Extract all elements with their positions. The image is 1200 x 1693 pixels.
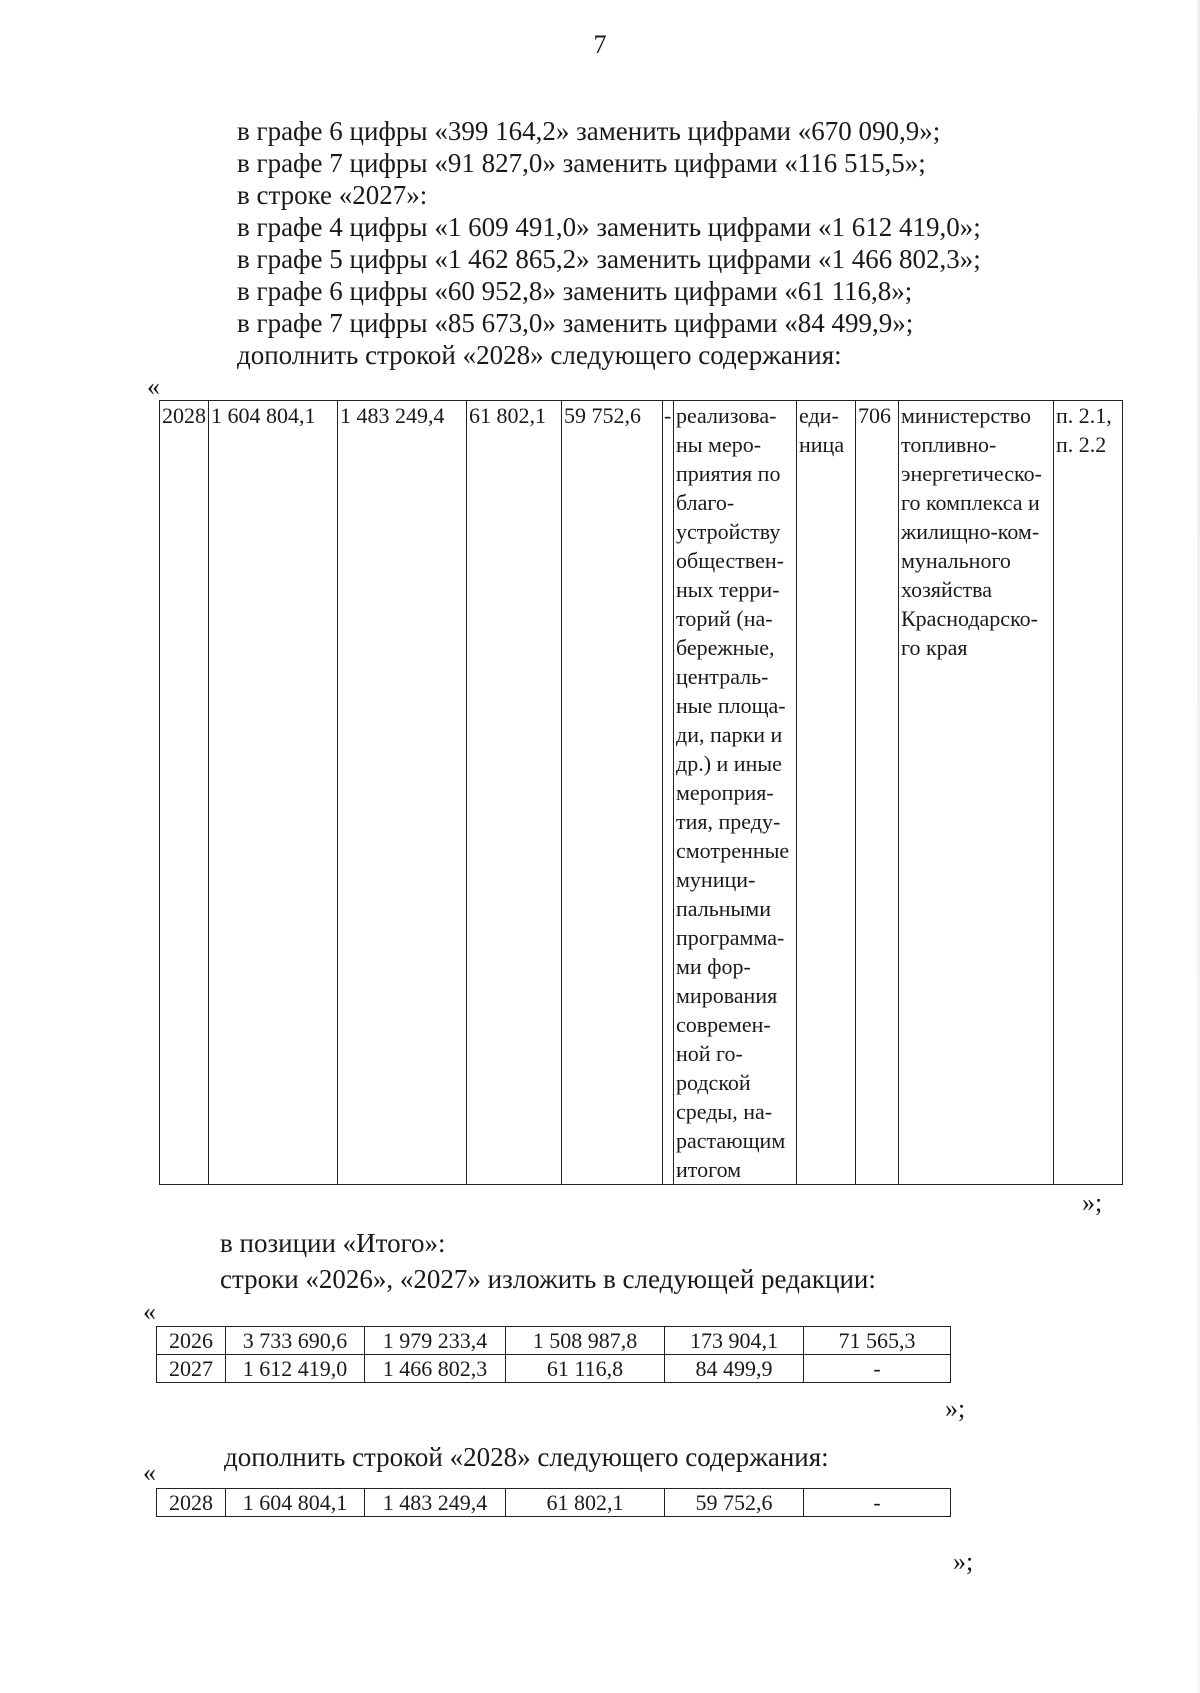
unit-lines [799, 401, 853, 459]
add-paragraph [224, 1441, 829, 1473]
value-cell: 61 802,1 [467, 401, 562, 1185]
cell-line: среды, на- [676, 1099, 773, 1124]
quote-close: »; [953, 1547, 974, 1576]
quote-close: »; [945, 1394, 966, 1423]
dash-cell: - [663, 401, 674, 1185]
cell-line: го комплекса и [901, 490, 1040, 515]
value-cell: 59 752,6 [562, 401, 663, 1185]
cell-line: п. 2.1, [1056, 403, 1112, 428]
table-row [160, 401, 1123, 1185]
intro-line: дополнить строкой «2028» следующего содержания: [237, 340, 842, 370]
cell-line: благо- [676, 490, 735, 515]
table-row [157, 1327, 951, 1355]
itogo-line: строки «2026», «2027» изложить в следующей редакции: [220, 1264, 876, 1294]
cell-line: современ- [676, 1012, 771, 1037]
cell-line: торий (на- [676, 606, 773, 631]
year-cell: 2028 [157, 1489, 226, 1517]
cell-line: го края [901, 635, 968, 660]
value-cell: 173 904,1 [665, 1327, 804, 1355]
value-cell: 61 802,1 [506, 1489, 665, 1517]
code-cell: 706 [856, 401, 899, 1185]
intro-paragraph [237, 115, 981, 371]
cell-line: ной го- [676, 1041, 743, 1066]
value-cell: 1 466 802,3 [365, 1355, 506, 1383]
clause-lines [1056, 401, 1120, 459]
cell-line: ница [799, 432, 845, 457]
value-cell: 1 483 249,4 [338, 401, 467, 1185]
quote-close: »; [1082, 1188, 1103, 1217]
value-cell: - [804, 1489, 951, 1517]
cell-line: ди, парки и [676, 722, 783, 747]
cell-line: смотренные [676, 838, 790, 863]
cell-line: Краснодарско- [901, 606, 1038, 631]
unit-cell [797, 401, 856, 1185]
value-cell: 1 508 987,8 [506, 1327, 665, 1355]
cell-line: реализова- [676, 403, 777, 428]
table-row [157, 1355, 951, 1383]
cell-line: пальными [676, 896, 771, 921]
intro-line: в графе 4 цифры «1 609 491,0» заменить цифрами «1 612 419,0»; [237, 212, 981, 242]
cell-line: жилищно-ком- [901, 519, 1040, 544]
cell-line: хозяйства [901, 577, 992, 602]
value-cell: 59 752,6 [665, 1489, 804, 1517]
itogo-table [156, 1326, 951, 1383]
intro-line: в графе 6 цифры «60 952,8» заменить цифрами «61 116,8»; [237, 276, 913, 306]
cell-line: министерство [901, 403, 1032, 428]
intro-line: в графе 6 цифры «399 164,2» заменить цифрами «670 090,9»; [237, 116, 941, 146]
value-cell: 61 116,8 [506, 1355, 665, 1383]
add-table [156, 1488, 951, 1517]
table-row [157, 1489, 951, 1517]
cell-line: ми фор- [676, 954, 751, 979]
year-cell: 2026 [157, 1327, 226, 1355]
intro-line: в графе 5 цифры «1 462 865,2» заменить цифрами «1 466 802,3»; [237, 244, 981, 274]
description-cell [674, 401, 797, 1185]
cell-line: ны меро- [676, 432, 762, 457]
cell-line: тия, преду- [676, 809, 781, 834]
intro-line: в графе 7 цифры «85 673,0» заменить цифрами «84 499,9»; [237, 308, 914, 338]
quote-open: « [143, 1458, 156, 1487]
cell-line: мунального [901, 548, 1011, 573]
ministry-cell [899, 401, 1054, 1185]
ministry-lines [901, 401, 1051, 662]
cell-line: приятия по [676, 461, 781, 486]
value-cell: 3 733 690,6 [226, 1327, 365, 1355]
cell-line: ные площа- [676, 693, 786, 718]
clause-cell [1054, 401, 1123, 1185]
value-cell: - [804, 1355, 951, 1383]
cell-line: устройству [676, 519, 781, 544]
itogo-paragraph [220, 1225, 876, 1297]
cell-line: мероприя- [676, 780, 774, 805]
cell-line: п. 2.2 [1056, 432, 1107, 457]
cell-line: энергетическо- [901, 461, 1042, 486]
value-cell: 1 979 233,4 [365, 1327, 506, 1355]
quote-open: « [143, 1297, 156, 1326]
cell-line: программа- [676, 925, 785, 950]
add-line: дополнить строкой «2028» следующего содержания: [224, 1442, 829, 1472]
cell-line: ных терри- [676, 577, 780, 602]
cell-line: бережные, [676, 635, 775, 660]
total-cell: 1 604 804,1 [209, 401, 338, 1185]
value-cell: 84 499,9 [665, 1355, 804, 1383]
cell-line: мирования [676, 983, 778, 1008]
intro-line: в графе 7 цифры «91 827,0» заменить цифрами «116 515,5»; [237, 148, 926, 178]
cell-line: централь- [676, 664, 769, 689]
cell-line: топливно- [901, 432, 997, 457]
cell-line: растающим [676, 1128, 786, 1153]
itogo-line: в позиции «Итого»: [220, 1228, 446, 1258]
cell-line: др.) и иные [676, 751, 782, 776]
cell-line: еди- [799, 403, 839, 428]
description-lines [676, 401, 794, 1184]
value-cell: 1 483 249,4 [365, 1489, 506, 1517]
value-cell: 1 604 804,1 [226, 1489, 365, 1517]
year-cell: 2028 [160, 401, 209, 1185]
row-2028-table [159, 400, 1123, 1185]
value-cell: 71 565,3 [804, 1327, 951, 1355]
quote-open: « [147, 372, 160, 401]
year-cell: 2027 [157, 1355, 226, 1383]
value-cell: 1 612 419,0 [226, 1355, 365, 1383]
intro-line: в строке «2027»: [237, 180, 428, 210]
cell-line: итогом [676, 1157, 742, 1182]
page-number: 7 [593, 30, 607, 59]
cell-line: родской [676, 1070, 751, 1095]
cell-line: обществен- [676, 548, 784, 573]
cell-line: муници- [676, 867, 756, 892]
